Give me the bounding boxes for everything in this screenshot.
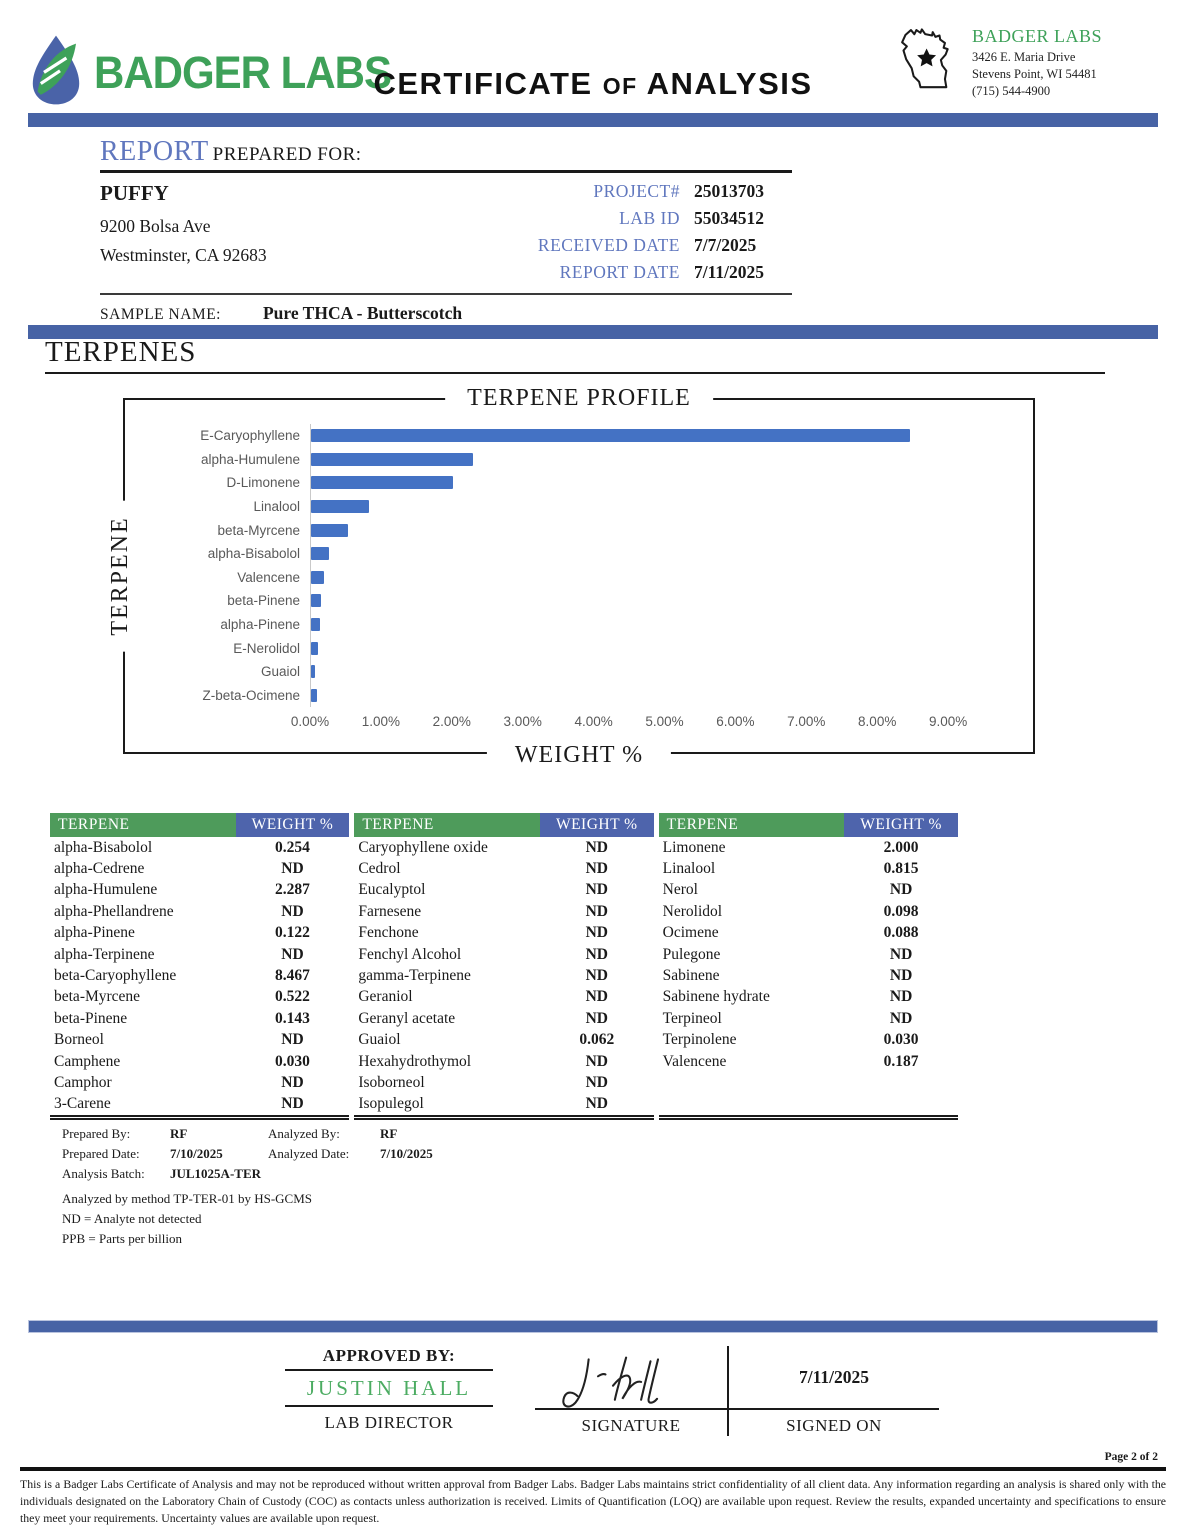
terpene-table-row xyxy=(354,1030,653,1051)
terpene-weight-cell: ND xyxy=(585,988,608,1006)
weight-header-cell: WEIGHT % xyxy=(236,813,350,837)
chart-plot-area xyxy=(125,424,1019,707)
chart-bar-track xyxy=(310,518,1019,542)
terpene-weight-cell: ND xyxy=(585,1052,608,1070)
approval-block xyxy=(285,1346,939,1436)
report-heading-rule xyxy=(100,170,792,173)
terpene-results-table xyxy=(50,813,958,1120)
terpene-name-cell: Borneol xyxy=(54,1031,104,1049)
report-field-row xyxy=(470,208,792,229)
terpene-table-row xyxy=(50,1008,349,1029)
wisconsin-map-icon xyxy=(896,26,964,100)
chart-category-label: E-Caryophyllene xyxy=(200,428,300,444)
signature-label: SIGNATURE xyxy=(581,1416,681,1435)
terpene-table-row xyxy=(50,1030,349,1051)
chart-bar-track xyxy=(310,448,1019,472)
terpene-header-cell: TERPENE xyxy=(354,813,540,837)
terpene-table-row xyxy=(354,1051,653,1072)
chart-x-tick-label: 0.00% xyxy=(290,714,330,729)
terpene-name-cell: beta-Myrcene xyxy=(54,988,141,1006)
analyzed-date-label: Analyzed Date: xyxy=(268,1146,350,1161)
report-field-value: 7/11/2025 xyxy=(694,262,765,282)
chart-y-axis-label: TERPENE xyxy=(107,500,134,651)
chart-x-tick-label: 4.00% xyxy=(574,714,613,729)
terpene-name-cell: Ocimene xyxy=(662,924,719,942)
chart-category-label: alpha-Bisabolol xyxy=(207,546,300,562)
approver-name: JUSTIN HALL xyxy=(285,1371,493,1407)
method-note: Analyzed by method TP-TER-01 by HS-GCMS xyxy=(62,1191,312,1206)
brand-logo-text: BADGER LABS xyxy=(94,46,392,98)
terpene-name-cell: Fenchone xyxy=(358,924,419,942)
terpene-weight-cell: ND xyxy=(585,902,608,920)
terpene-weight-cell: ND xyxy=(585,945,608,963)
signed-date: 7/11/2025 xyxy=(729,1346,939,1410)
terpene-table-row xyxy=(659,880,958,901)
terpene-weight-cell: ND xyxy=(889,967,913,985)
document-title xyxy=(373,66,812,102)
chart-bar-row xyxy=(125,542,1019,566)
terpene-header-cell: TERPENE xyxy=(659,813,845,837)
report-heading-accent: REPORT xyxy=(100,136,209,167)
terpene-table-row xyxy=(354,944,653,965)
chart-x-tick-label: 3.00% xyxy=(503,714,542,729)
terpene-weight-cell: ND xyxy=(585,1073,608,1091)
chart-x-tick-label: 2.00% xyxy=(432,714,471,729)
analyzed-by-value: RF xyxy=(380,1126,398,1141)
weight-header-cell: WEIGHT % xyxy=(844,813,958,837)
terpene-weight-cell: 8.467 xyxy=(275,967,310,985)
report-fields xyxy=(470,181,792,289)
terpene-weight-cell: ND xyxy=(585,1009,608,1027)
terpene-table-column xyxy=(50,813,349,1120)
analysis-meta xyxy=(62,1126,433,1249)
terpene-weight-cell: 0.254 xyxy=(275,838,310,856)
terpene-weight-cell: 0.143 xyxy=(275,1009,310,1027)
lab-name: BADGER LABS xyxy=(972,26,1103,46)
terpene-name-cell: Isopulegol xyxy=(358,1095,424,1113)
analysis-batch-value: JUL1025A-TER xyxy=(170,1166,262,1181)
chart-bar-row xyxy=(125,518,1019,542)
terpene-table-row xyxy=(659,923,958,944)
chart-bar xyxy=(311,524,348,537)
terpene-table-row xyxy=(659,901,958,922)
terpene-table-row xyxy=(354,1094,653,1115)
chart-bar-track xyxy=(310,589,1019,613)
chart-x-tick-label: 7.00% xyxy=(787,714,826,729)
terpene-weight-cell: 0.815 xyxy=(883,860,919,878)
terpene-weight-cell: ND xyxy=(585,881,608,899)
terpene-weight-cell: ND xyxy=(585,1095,608,1113)
chart-title: TERPENE PROFILE xyxy=(445,385,713,412)
terpene-table-header-row xyxy=(659,813,958,837)
terpene-name-cell: Geraniol xyxy=(358,988,413,1006)
terpene-name-cell: Terpineol xyxy=(662,1009,722,1027)
chart-bar xyxy=(311,500,369,513)
approver-column xyxy=(285,1346,493,1436)
terpene-name-cell: alpha-Pinene xyxy=(54,924,135,942)
terpene-table-row xyxy=(354,901,653,922)
terpene-name-cell: Limonene xyxy=(662,838,726,856)
header xyxy=(28,24,1158,112)
chart-category-label: D-Limonene xyxy=(226,475,300,491)
terpene-table-row xyxy=(354,837,653,858)
terpene-table-row xyxy=(659,965,958,986)
chart-bar-row xyxy=(125,613,1019,637)
chart-bar xyxy=(311,689,317,702)
terpene-table-row xyxy=(354,1072,653,1093)
lab-phone: (715) 544-4900 xyxy=(972,83,1051,98)
disclaimer-text: This is a Badger Labs Certificate of Analysis and may not be reproduced without written approval from Badger Labs. Badger Labs maintains strict confidentiality of all client data. Any information regarding an analysis is shared only with the individuals designated on the Laboratory Chain of Custody (COC) as contacts unless authorization is received. Limits of Quantification (LOQ) are available upon request. Review the results, expanded uncertainty and specifications to ensure they meet your requirements. Uncertainty values are available upon request. xyxy=(20,1477,1166,1526)
lab-contact xyxy=(972,26,1102,100)
terpene-name-cell: gamma-Terpinene xyxy=(358,967,471,985)
report-field-row xyxy=(470,262,792,283)
terpene-name-cell: Farnesene xyxy=(358,902,422,920)
terpene-weight-cell: ND xyxy=(281,1031,304,1049)
badger-labs-leaf-logo-icon xyxy=(28,32,84,113)
terpene-weight-cell: 2.000 xyxy=(883,838,919,856)
terpene-table-row xyxy=(354,923,653,944)
prepared-date-label: Prepared Date: xyxy=(62,1146,140,1161)
report-field-label: PROJECT# xyxy=(593,181,680,201)
terpene-table-column xyxy=(659,813,958,1120)
section-title-terpenes: TERPENES xyxy=(45,336,1105,374)
report-field-label: LAB ID xyxy=(619,208,680,228)
terpene-table-row xyxy=(50,1072,349,1093)
analyzed-by-label: Analyzed By: xyxy=(268,1126,340,1141)
terpene-table-row xyxy=(354,987,653,1008)
terpene-weight-cell: ND xyxy=(889,945,913,963)
lab-address-block xyxy=(896,26,1158,100)
approver-title: LAB DIRECTOR xyxy=(324,1413,454,1432)
terpene-table-row xyxy=(50,880,349,901)
prepared-by-value: RF xyxy=(170,1126,188,1141)
chart-bar xyxy=(311,429,910,442)
terpene-table-row xyxy=(50,837,349,858)
prepared-by-label: Prepared By: xyxy=(62,1126,131,1141)
chart-category-label: E-Nerolidol xyxy=(233,640,300,656)
terpene-name-cell: alpha-Cedrene xyxy=(54,860,145,878)
analysis-batch-label: Analysis Batch: xyxy=(62,1166,145,1181)
terpene-table-row xyxy=(659,1008,958,1029)
terpene-weight-cell: 0.030 xyxy=(883,1031,919,1049)
terpene-table-row xyxy=(50,858,349,879)
terpene-name-cell: Linalool xyxy=(662,860,716,878)
terpene-weight-cell: ND xyxy=(585,924,608,942)
chart-bar-row xyxy=(125,660,1019,684)
terpene-table-row xyxy=(354,880,653,901)
terpene-table-header-row xyxy=(354,813,653,837)
terpene-name-cell: Camphene xyxy=(54,1052,121,1070)
sample-rule xyxy=(100,293,792,295)
handwritten-signature-icon xyxy=(553,1348,703,1414)
title-word-certificate: CERTIFICATE xyxy=(373,66,593,101)
terpene-weight-cell: 0.098 xyxy=(883,902,919,920)
terpene-weight-cell: ND xyxy=(889,1009,913,1027)
terpene-name-cell: Nerol xyxy=(662,881,698,899)
terpene-name-cell: Pulegone xyxy=(662,945,721,963)
terpene-weight-cell: ND xyxy=(281,860,304,878)
terpene-weight-cell: 0.062 xyxy=(579,1031,615,1049)
terpene-weight-cell: 0.522 xyxy=(275,988,310,1006)
terpene-table-row xyxy=(659,837,958,858)
terpene-name-cell: Camphor xyxy=(54,1073,112,1091)
chart-bar-row xyxy=(125,566,1019,590)
chart-bar-track xyxy=(310,471,1019,495)
chart-x-tick-label: 8.00% xyxy=(858,714,897,729)
terpene-name-cell: Valencene xyxy=(662,1052,727,1070)
weight-header-cell: WEIGHT % xyxy=(540,813,654,837)
terpene-name-cell: Cedrol xyxy=(358,860,401,878)
chart-bar-row xyxy=(125,684,1019,708)
chart-bar xyxy=(311,476,453,489)
chart-bar-track xyxy=(310,660,1019,684)
chart-bar xyxy=(311,453,473,466)
chart-category-label: Valencene xyxy=(237,569,300,585)
report-field-label: RECEIVED DATE xyxy=(537,235,680,255)
chart-bar-row xyxy=(125,495,1019,519)
terpene-table-row xyxy=(50,1094,349,1115)
terpene-weight-cell: ND xyxy=(889,881,913,899)
signature-box xyxy=(535,1346,727,1410)
terpene-name-cell: alpha-Bisabolol xyxy=(54,838,153,856)
page-number: Page 2 of 2 xyxy=(1104,1451,1158,1463)
chart-bar xyxy=(311,547,329,560)
chart-bar-track xyxy=(310,495,1019,519)
terpene-name-cell: Guaiol xyxy=(358,1031,401,1049)
terpene-table-row xyxy=(50,901,349,922)
terpene-name-cell: Nerolidol xyxy=(662,902,723,920)
terpene-name-cell: Sabinene hydrate xyxy=(662,988,770,1006)
chart-category-label: Z-beta-Ocimene xyxy=(202,687,300,703)
chart-category-label: Linalool xyxy=(253,499,300,515)
terpene-header-cell: TERPENE xyxy=(50,813,236,837)
sample-name-row xyxy=(100,303,792,324)
chart-bar-row xyxy=(125,636,1019,660)
sample-name-value: Pure THCA - Butterscotch xyxy=(262,303,463,323)
report-field-row xyxy=(470,181,792,202)
report-heading xyxy=(100,136,792,168)
terpene-table-row xyxy=(50,923,349,944)
terpene-profile-chart xyxy=(107,385,1035,768)
divider-bar-bottom xyxy=(28,1320,1158,1333)
chart-bar-row xyxy=(125,424,1019,448)
signature-column xyxy=(535,1346,727,1436)
report-info-section xyxy=(100,136,792,324)
title-word-analysis: ANALYSIS xyxy=(646,66,813,101)
title-word-of: OF xyxy=(602,73,638,99)
footer-rule xyxy=(20,1467,1166,1471)
sample-name-label: SAMPLE NAME: xyxy=(100,306,221,323)
chart-bar-row xyxy=(125,471,1019,495)
terpene-name-cell: beta-Pinene xyxy=(54,1009,128,1027)
client-address-line1: 9200 Bolsa Ave xyxy=(100,216,211,236)
terpene-table-row xyxy=(659,1051,958,1072)
lab-address-line2: Stevens Point, WI 54481 xyxy=(972,66,1097,81)
report-field-value: 55034512 xyxy=(694,208,764,228)
chart-category-label: beta-Myrcene xyxy=(217,522,300,538)
chart-bar xyxy=(311,571,324,584)
terpene-weight-cell: ND xyxy=(889,988,913,1006)
chart-bar-row xyxy=(125,448,1019,472)
lab-address-line1: 3426 E. Maria Drive xyxy=(972,50,1076,64)
signed-on-column xyxy=(727,1346,939,1436)
terpene-weight-cell: 2.287 xyxy=(275,881,310,899)
terpene-table-row xyxy=(50,965,349,986)
chart-bar-track xyxy=(310,684,1019,708)
terpene-table-row xyxy=(354,965,653,986)
terpene-table-row xyxy=(50,987,349,1008)
terpene-name-cell: Caryophyllene oxide xyxy=(358,838,488,856)
terpene-table-header-row xyxy=(50,813,349,837)
report-field-label: REPORT DATE xyxy=(559,262,680,282)
terpene-table-row xyxy=(659,1030,958,1051)
chart-bar-track xyxy=(310,542,1019,566)
chart-x-tick-label: 5.00% xyxy=(645,714,684,729)
client-address-line2: Westminster, CA 92683 xyxy=(100,245,267,265)
chart-x-axis-ticks xyxy=(290,714,1019,734)
brand-block xyxy=(28,32,391,113)
signed-on-label: SIGNED ON xyxy=(786,1416,882,1435)
terpene-name-cell: 3-Carene xyxy=(54,1095,111,1113)
terpene-table-row xyxy=(50,1051,349,1072)
chart-x-tick-label: 1.00% xyxy=(361,714,401,729)
terpene-name-cell: Geranyl acetate xyxy=(358,1009,456,1027)
terpene-weight-cell: ND xyxy=(281,1095,304,1113)
ppb-note: PPB = Parts per billion xyxy=(62,1231,183,1247)
terpene-table-column xyxy=(354,813,653,1120)
chart-category-label: beta-Pinene xyxy=(227,593,300,609)
terpene-weight-cell: ND xyxy=(585,838,608,856)
terpene-name-cell: Isoborneol xyxy=(358,1073,425,1091)
client-name: PUFFY xyxy=(100,181,169,205)
chart-bar xyxy=(311,618,320,631)
chart-category-label: alpha-Humulene xyxy=(200,451,300,467)
terpene-name-cell: Terpinolene xyxy=(662,1031,737,1049)
terpene-table-row xyxy=(354,1008,653,1029)
report-heading-rest: PREPARED FOR: xyxy=(212,144,362,165)
approved-by-label: APPROVED BY: xyxy=(285,1346,493,1371)
terpene-name-cell: Fenchyl Alcohol xyxy=(358,945,462,963)
report-field-row xyxy=(470,235,792,256)
report-field-value: 7/7/2025 xyxy=(694,235,757,255)
terpene-weight-cell: 0.088 xyxy=(883,924,919,942)
terpene-name-cell: beta-Caryophyllene xyxy=(54,967,177,985)
chart-category-label: Guaiol xyxy=(260,664,300,680)
chart-category-label: alpha-Pinene xyxy=(220,617,300,633)
terpene-weight-cell: ND xyxy=(281,1073,304,1091)
terpene-name-cell: Sabinene xyxy=(662,967,720,985)
terpene-weight-cell: ND xyxy=(281,902,304,920)
chart-x-tick-label: 6.00% xyxy=(716,714,755,729)
terpene-name-cell: Hexahydrothymol xyxy=(358,1052,472,1070)
terpene-weight-cell: ND xyxy=(585,967,608,985)
prepared-date-value: 7/10/2025 xyxy=(170,1146,223,1161)
terpene-weight-cell: ND xyxy=(281,945,304,963)
terpene-name-cell: alpha-Phellandrene xyxy=(54,902,174,920)
analyzed-date-value: 7/10/2025 xyxy=(380,1146,433,1161)
chart-bar-track xyxy=(310,566,1019,590)
terpene-name-cell: alpha-Humulene xyxy=(54,881,158,899)
chart-x-axis-label: WEIGHT % xyxy=(487,742,671,769)
terpene-table-row xyxy=(659,987,958,1008)
chart-bar-track xyxy=(310,613,1019,637)
chart-x-tick-label: 9.00% xyxy=(928,714,968,729)
divider-bar-top xyxy=(28,113,1158,127)
chart-bar-track xyxy=(310,636,1019,660)
terpene-table-row xyxy=(354,858,653,879)
terpene-table-row xyxy=(50,944,349,965)
terpene-weight-cell: 0.122 xyxy=(275,924,310,942)
report-field-value: 25013703 xyxy=(694,181,764,201)
chart-bar xyxy=(311,665,315,678)
chart-bar-row xyxy=(125,589,1019,613)
terpene-name-cell: alpha-Terpinene xyxy=(54,945,155,963)
chart-bar xyxy=(311,594,321,607)
terpene-weight-cell: 0.030 xyxy=(275,1052,310,1070)
nd-note: ND = Analyte not detected xyxy=(62,1211,202,1227)
terpene-weight-cell: 0.187 xyxy=(883,1052,919,1070)
chart-bar xyxy=(311,642,318,655)
terpene-weight-cell: ND xyxy=(585,860,608,878)
chart-bar-track xyxy=(310,424,1019,448)
terpene-name-cell: Eucalyptol xyxy=(358,881,426,899)
terpene-table-row xyxy=(659,944,958,965)
terpene-table-row xyxy=(659,858,958,879)
